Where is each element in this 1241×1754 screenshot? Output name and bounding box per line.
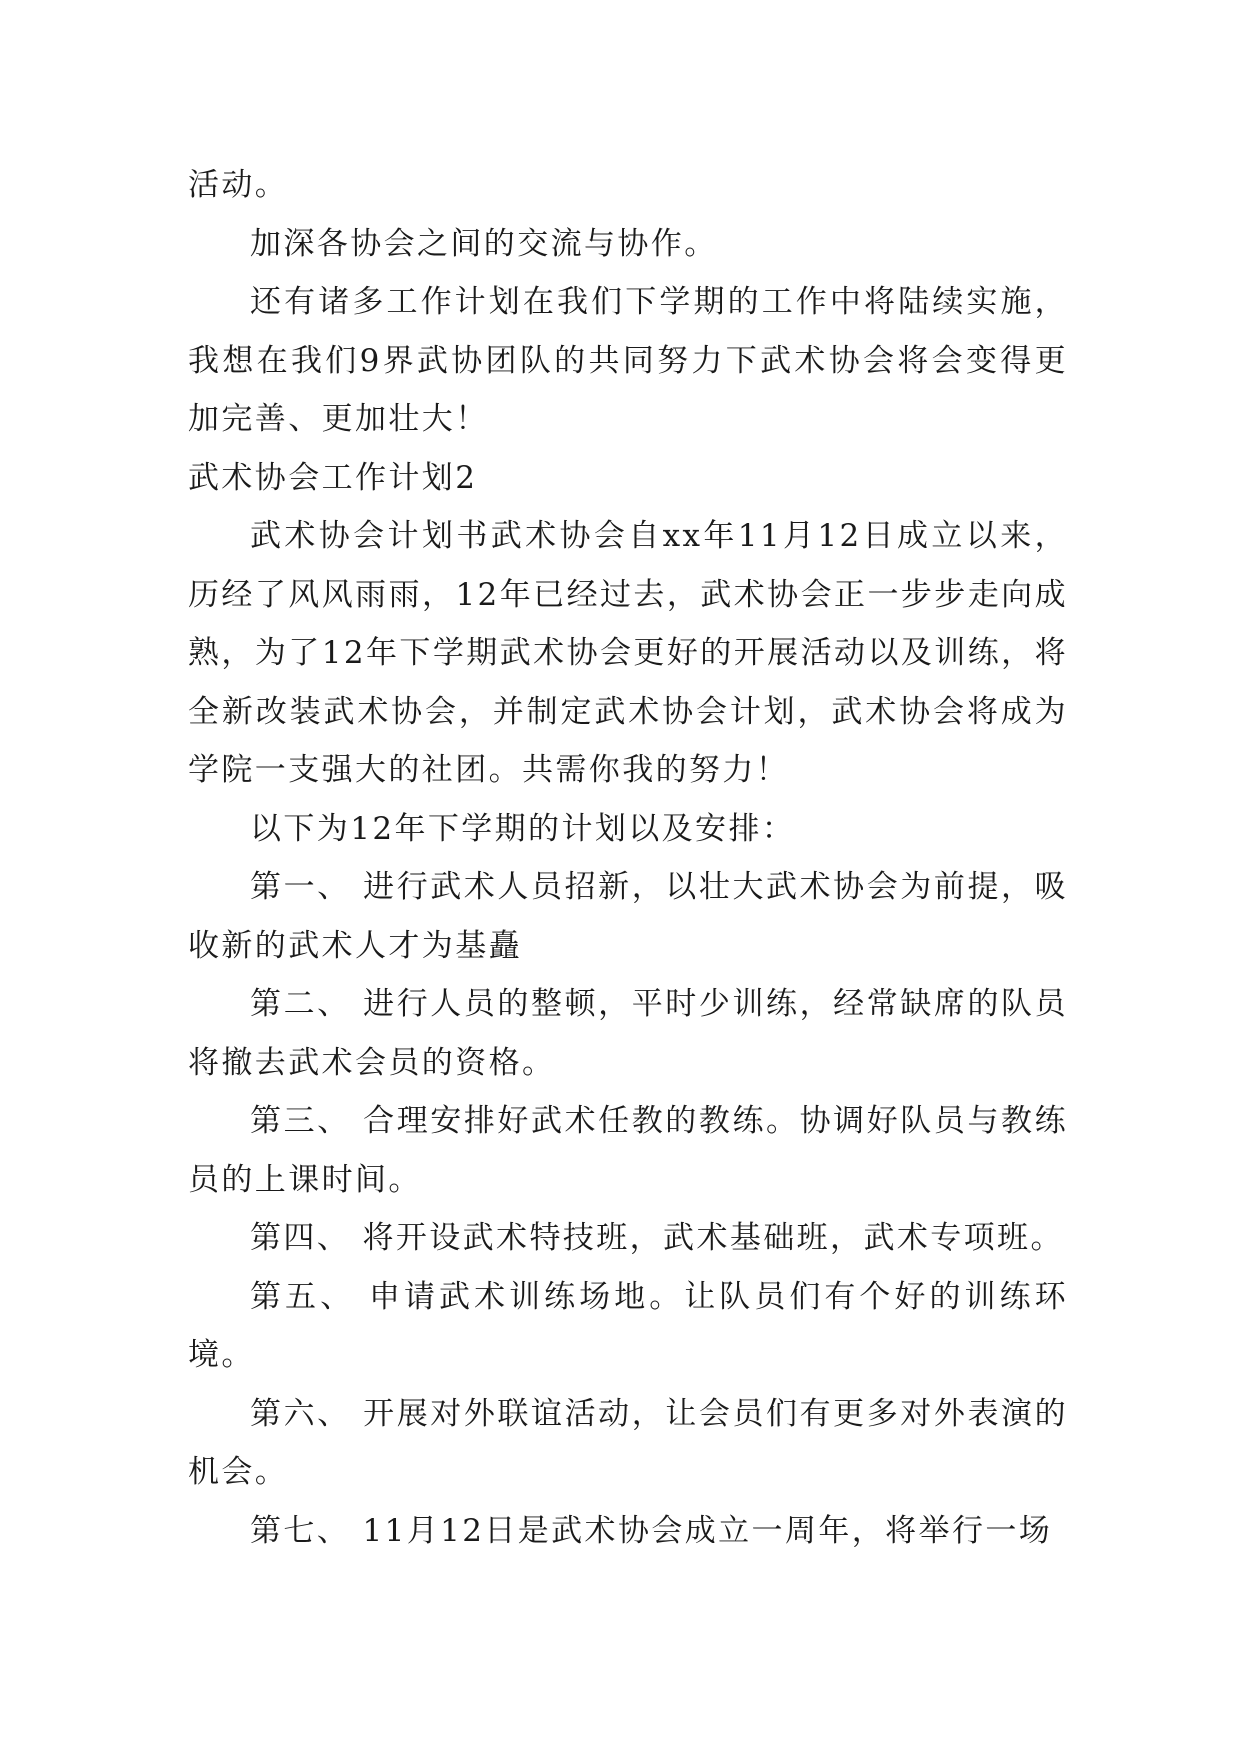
paragraph-plan-lead: 以下为12年下学期的计划以及安排： [250,810,796,847]
paragraph-closing-remark: 还有诸多工作计划在我们下学期的工作中将陆续实施，我想在我们9界武协团队的共同努力下武术协会将会变得更加完善、更加壮大！ [188,284,1068,437]
paragraph-intro: 武术协会计划书武术协会自xx年11月12日成立以来，历经了风风雨雨，12年已经过去，武术协会正一步步走向成熟，为了12年下学期武术协会更好的开展活动以及训练，将全新改装武术协会，并制定武术协会计划，武术协会将成为学院一支强大的社团。共需你我的努力！ [188,518,1068,788]
plan-item-7: 第七、 11月12日是武术协会成立一周年，将举行一场 [250,1512,1053,1549]
plan-item-4: 第四、 将开设武术特技班，武术基础班，武术专项班。 [250,1220,1064,1256]
paragraph-continuation: 活动。 [188,167,289,203]
document-body [188,156,1068,1560]
plan-item-5: 第五、 申请武术训练场地。让队员们有个好的训练环境。 [188,1278,1068,1373]
section-title: 武术协会工作计划2 [188,459,478,496]
plan-item-1: 第一、 进行武术人员招新，以壮大武术协会为前提，吸收新的武术人才为基矗 [188,869,1068,964]
paragraph-deepen-exchange: 加深各协会之间的交流与协作。 [250,225,718,262]
plan-item-6: 第六、 开展对外联谊活动，让会员们有更多对外表演的机会。 [188,1395,1068,1490]
plan-item-3: 第三、 合理安排好武术任教的教练。协调好队员与教练员的上课时间。 [188,1103,1068,1198]
plan-item-2: 第二、 进行人员的整顿，平时少训练，经常缺席的队员将撤去武术会员的资格。 [188,986,1068,1081]
